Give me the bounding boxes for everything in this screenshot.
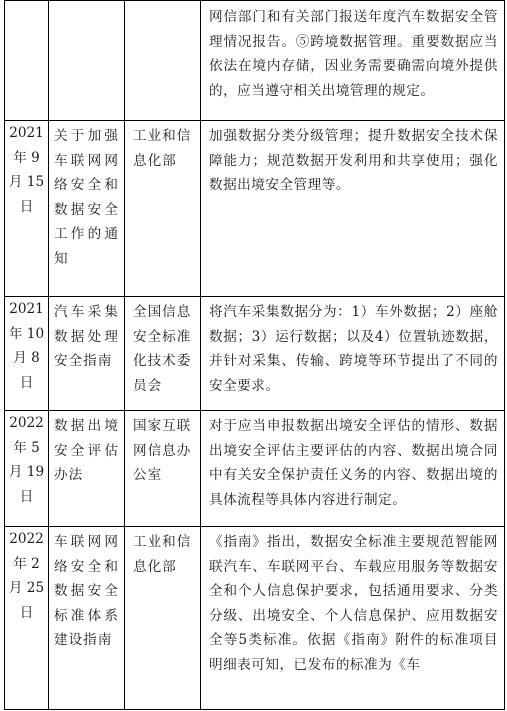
department-cell [125, 297, 201, 411]
document-name-cell [49, 1, 125, 121]
date-cell [5, 121, 49, 297]
content-cell [201, 297, 505, 411]
date-line: 2021 [9, 301, 44, 317]
date-line: 年 9 [13, 149, 40, 166]
department-cell [125, 121, 201, 297]
document-name-cell [49, 527, 125, 710]
department-text: 工业和信息化部 [133, 534, 192, 575]
department-cell [125, 1, 201, 121]
content-cell [201, 527, 505, 710]
date-line: 日 [19, 374, 34, 391]
department-text: 国家互联网信息办公室 [133, 418, 192, 484]
document-name-text: 车联网网络安全和数据安全标准体系建设指南 [54, 534, 119, 649]
date-cell [5, 527, 49, 710]
document-name-text: 关于加强车联网网络安全和数据安全工作的通知 [54, 128, 119, 267]
content-text: 对于应当申报数据出境安全评估的情形、数据出境安全评估主要评估的内容、数据出境合同中有关安全保护责任义务的内容、数据出境的具体流程等具体内容进行制定。 [209, 418, 498, 508]
regulation-table [4, 0, 505, 710]
department-text: 全国信息安全标准化技术委员会 [133, 304, 192, 394]
document-name-cell [49, 411, 125, 527]
date-cell [5, 297, 49, 411]
date-line: 日 [19, 604, 34, 621]
content-text: 将汽车采集数据分为：1）车外数据；2）座舱数据；3）运行数据；以及4）位置轨迹数据，并针对采集、传输、跨境等环节提出了不同的安全要求。 [209, 304, 498, 394]
date-line: 日 [19, 488, 34, 505]
date-cell [5, 1, 49, 121]
date-line: 月 25 [8, 580, 45, 597]
department-text: 工业和信息化部 [133, 128, 192, 169]
content-cell [201, 411, 505, 527]
date-line: 2022 [9, 531, 44, 547]
date-line: 年 2 [13, 555, 40, 572]
document-name-cell [49, 121, 125, 297]
document-name-text: 数据出境安全评估办法 [54, 418, 119, 484]
table-row [5, 1, 505, 121]
date-text [5, 411, 48, 509]
content-text: 加强数据分类分级管理；提升数据安全技术保障能力；规范数据开发利用和共享使用；强化数据出境安全管理等。 [209, 128, 498, 194]
date-text [5, 297, 48, 395]
date-text [5, 121, 48, 219]
date-line: 年 5 [13, 439, 40, 456]
date-line: 2022 [9, 415, 44, 431]
table-row [5, 121, 505, 297]
content-text: 网信部门和有关部门报送年度汽车数据安全管理情况报告。⑤跨境数据管理。重要数据应当依法在境内存储，因业务需要确需向境外提供的，应当遵守相关出境管理的规定。 [209, 9, 498, 99]
date-line: 月 8 [13, 350, 40, 367]
table-row [5, 411, 505, 527]
document-name-text: 汽车采集数据处理安全指南 [54, 304, 119, 370]
content-cell [201, 1, 505, 121]
date-line: 2021 [9, 125, 44, 141]
date-line: 月 15 [8, 174, 45, 191]
date-line: 月 19 [8, 464, 45, 481]
table-row [5, 527, 505, 710]
department-cell [125, 527, 201, 710]
table-row [5, 297, 505, 411]
content-cell [201, 121, 505, 297]
date-line: 日 [19, 198, 34, 215]
date-line: 年 10 [8, 325, 45, 342]
department-cell [125, 411, 201, 527]
date-text [5, 527, 48, 625]
date-cell [5, 411, 49, 527]
content-text: 《指南》指出，数据安全标准主要规范智能网联汽车、车联网平台、车载应用服务等数据安全和个人信息保护要求，包括通用要求、分类分级、出境安全、个人信息保护、应用数据安全等5类标准。依据《指南》附件的标准项目明细表可知，已发布的标准为《车 [209, 534, 498, 673]
document-name-cell [49, 297, 125, 411]
